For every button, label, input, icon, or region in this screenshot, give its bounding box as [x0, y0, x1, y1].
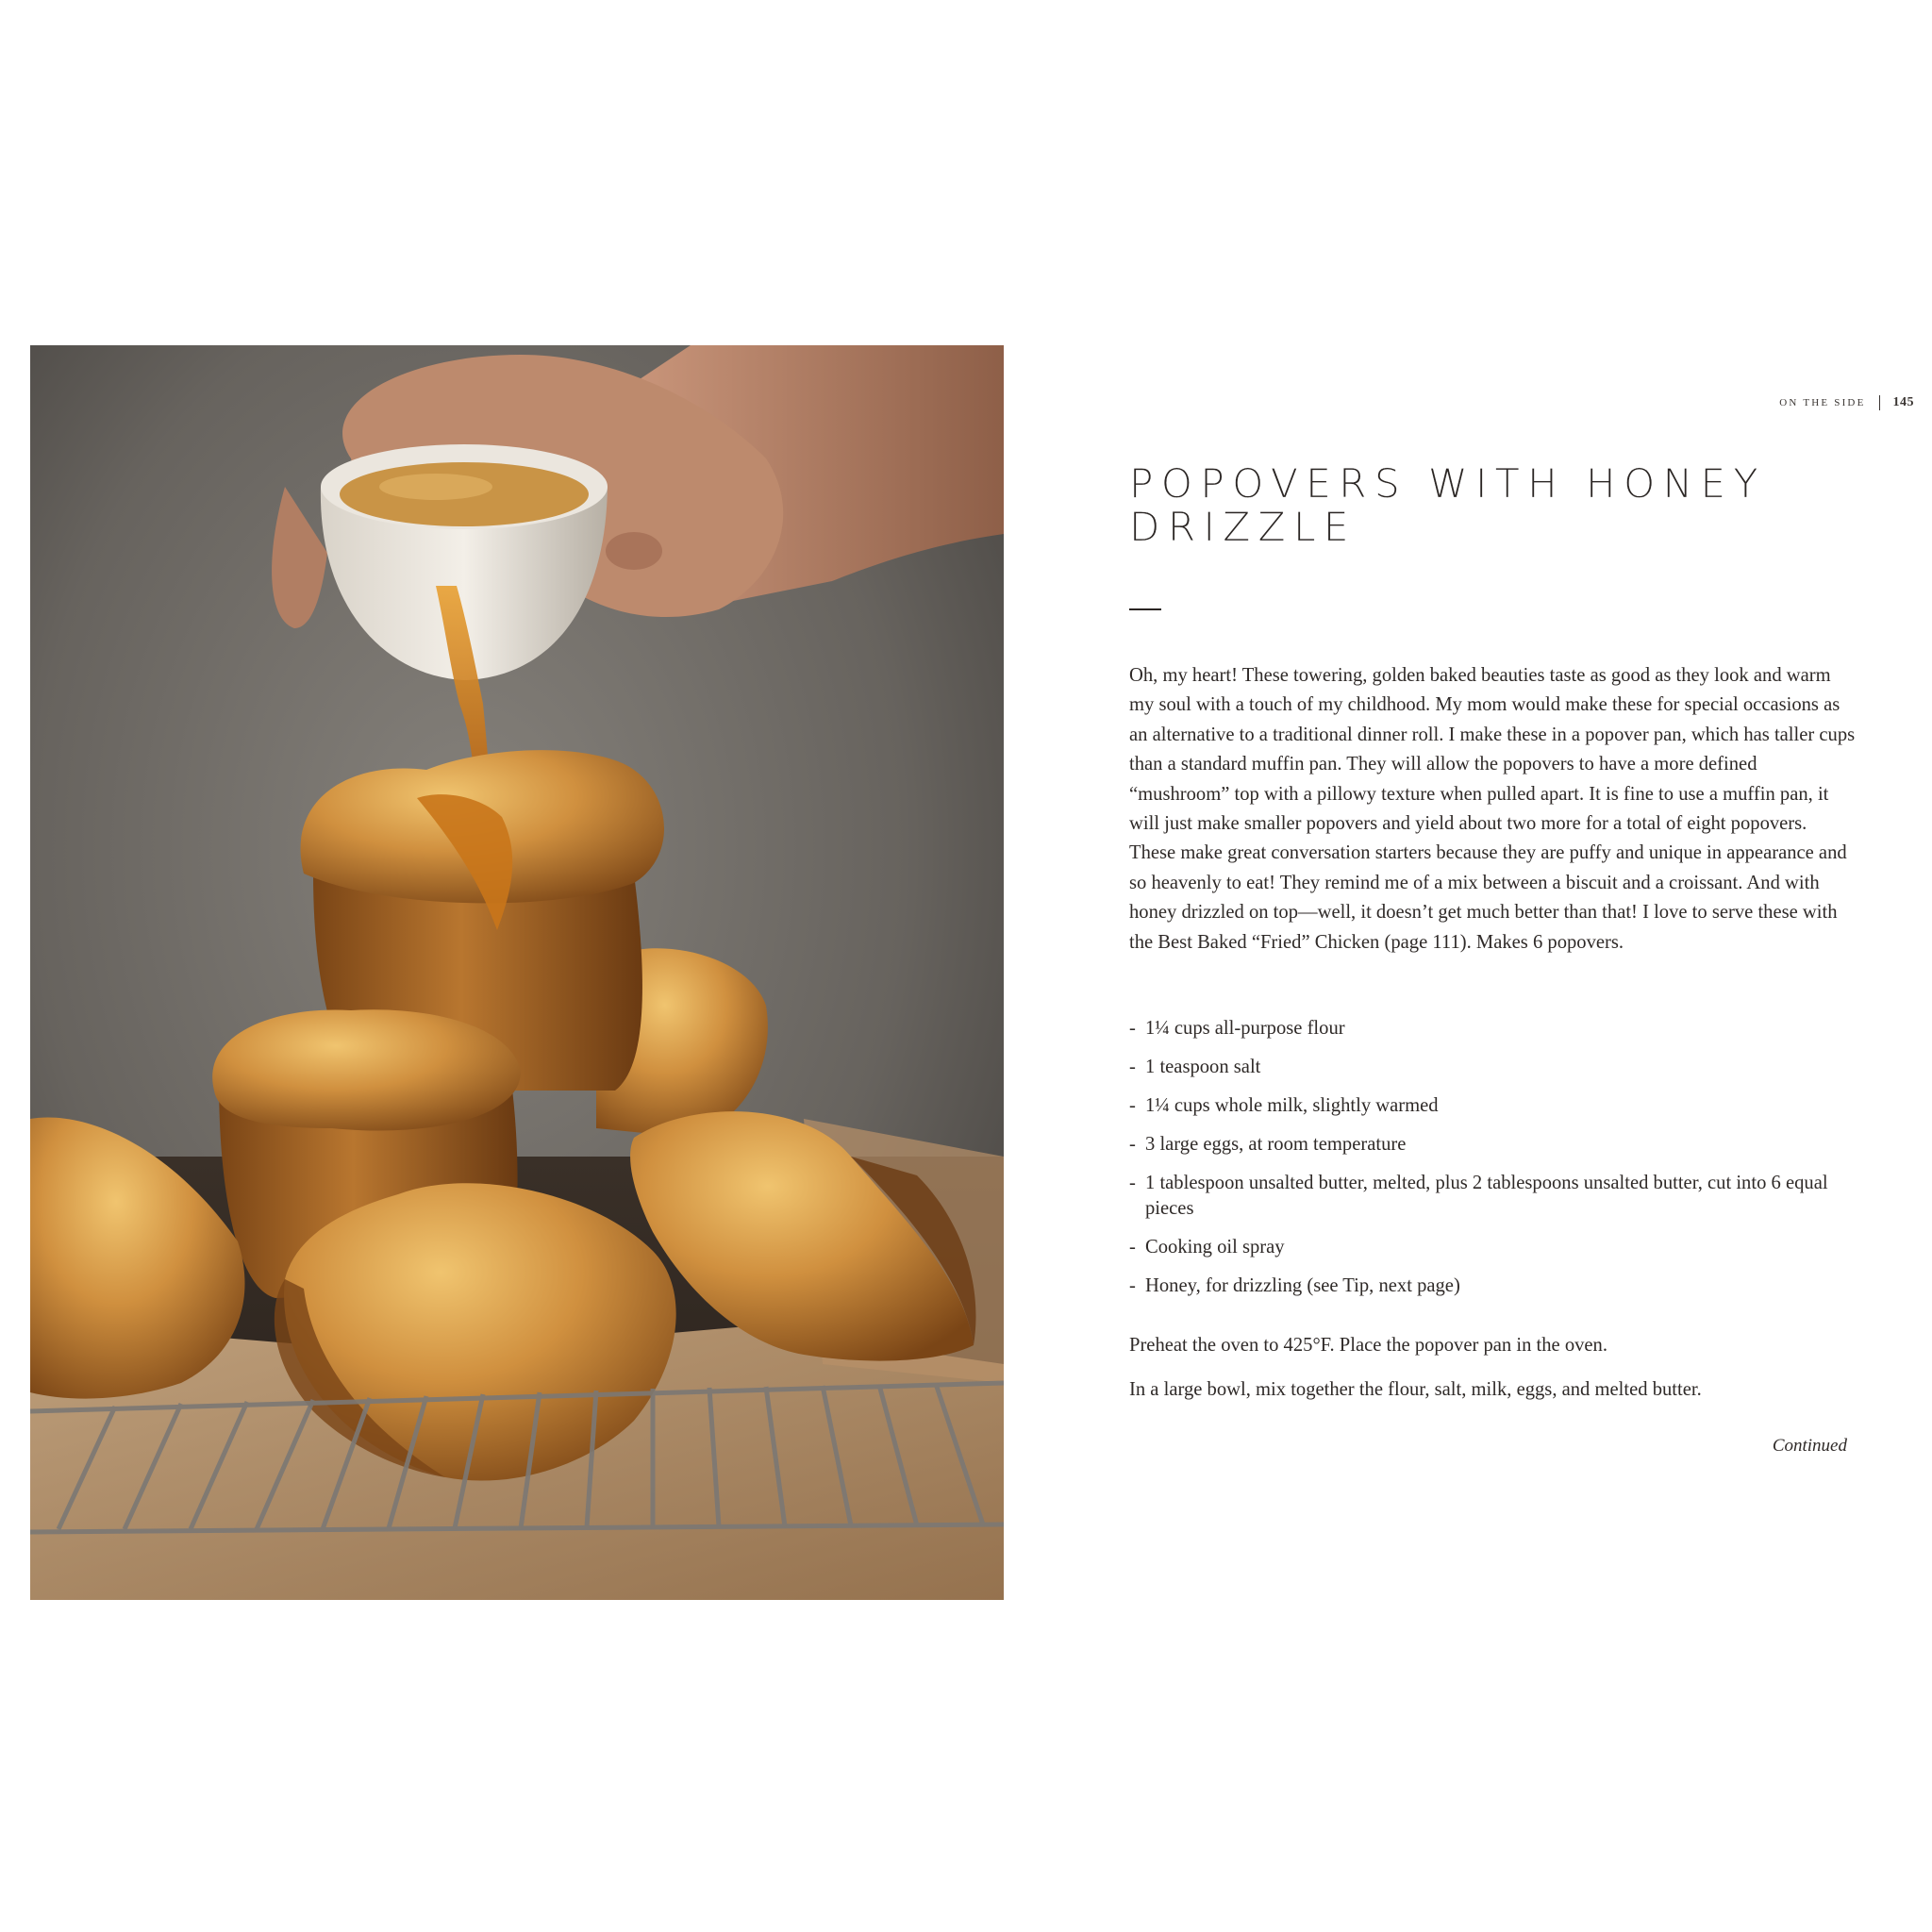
recipe-intro: Oh, my heart! These towering, golden baked beauties taste as good as they look and warm my soul with a touch of my childhood. My mom would make these for special occasions as an alternative to a traditional dinner roll. I make these in a popover pan, which has taller cups than a standard muffin pan. They will allow the popovers to have a more defined “mushroom” top with a pillowy texture when pulled apart. It is fine to use a muffin pan, it will just make smaller popovers and yield about two more for a total of eight popovers. These make great conversation starters because they are puffy and unique in appearance and so heavenly to eat! They remind me of a mix between a biscuit and a croissant. And with honey drizzled on top—well, it doesn’t get much better than that! I love to serve these with the Best Baked “Fried” Chicken (page 111). Makes 6 popovers.	[1129, 665, 1856, 953]
continued-note: Continued	[1772, 1436, 1847, 1456]
page-number: 145	[1892, 395, 1914, 409]
ingredient-item: - 1 teaspoon salt	[1129, 1055, 1857, 1080]
ingredient-item: - 1¼ cups all-purpose flour	[1129, 1016, 1857, 1041]
method-step: Preheat the oven to 425°F. Place the popover pan in the oven.	[1129, 1335, 1607, 1356]
ingredient-list	[1129, 1016, 1857, 1312]
popovers-honey-illustration	[30, 345, 1004, 1600]
header-divider	[1879, 395, 1880, 410]
method-step: In a large bowl, mix together the flour, salt, milk, eggs, and melted butter.	[1129, 1379, 1702, 1400]
recipe-title: POPOVERS WITH HONEY DRIZZLE	[1129, 460, 1766, 550]
ingredient-item: - Honey, for drizzling (see Tip, next page)	[1129, 1274, 1857, 1299]
ingredient-item: - Cooking oil spray	[1129, 1235, 1857, 1260]
running-header	[1779, 394, 1914, 411]
ingredient-item: - 1¼ cups whole milk, slightly warmed	[1129, 1093, 1857, 1119]
section-name: ON THE SIDE	[1779, 397, 1866, 408]
recipe-photo	[30, 345, 1004, 1600]
ingredient-item: - 3 large eggs, at room temperature	[1129, 1132, 1857, 1158]
title-divider	[1129, 608, 1161, 610]
ingredient-item: - 1 tablespoon unsalted butter, melted, plus 2 tablespoons unsalted butter, cut into 6 equal pieces	[1129, 1171, 1857, 1222]
